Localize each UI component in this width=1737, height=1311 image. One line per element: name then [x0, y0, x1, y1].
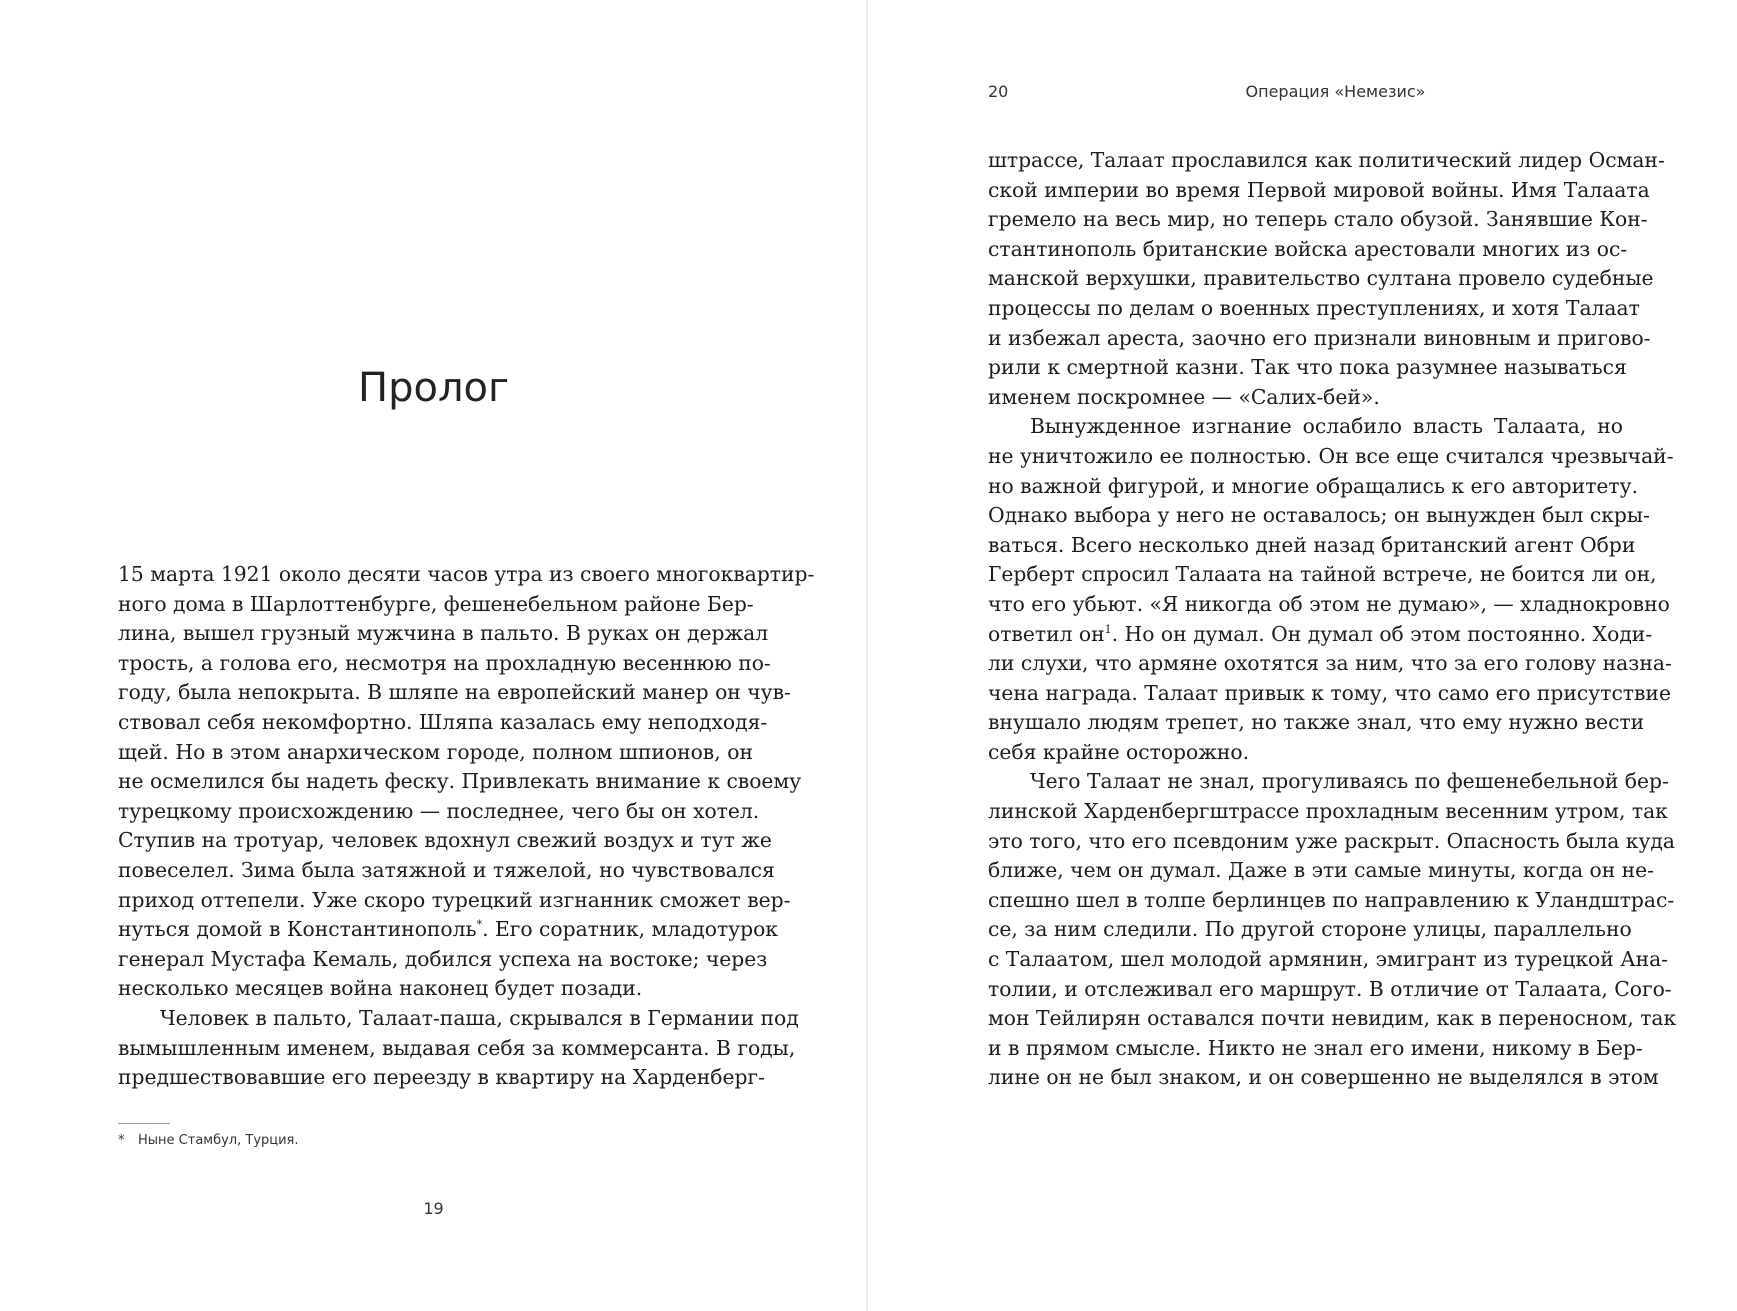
text-line: гремело на весь мир, но теперь стало обузой. Занявшие Кон- [988, 207, 1648, 232]
text-line: предшествовавшие его переезду в квартиру на Харденберг- [118, 1065, 765, 1090]
text-line: внушало людям трепет, но также знал, что ему нужно вести [988, 710, 1645, 735]
text-segment: нуться домой в Константинополь [118, 917, 477, 942]
text-line: несколько месяцев война наконец будет позади. [118, 976, 643, 1001]
footnote-reference: 1 [1104, 622, 1112, 636]
text-line [988, 620, 1653, 650]
footnote-reference: * [476, 918, 483, 932]
footnote-mark: * [118, 1133, 125, 1148]
text-line: мон Тейлирян оставался почти невидим, как в переносном, так [988, 1006, 1677, 1031]
text-line: ли слухи, что армяне охотятся за ним, что за его голову назна- [988, 651, 1672, 676]
text-line: Однако выбора у него не оставалось; он вынужден был скры- [988, 503, 1650, 528]
text-line: турецкому происхождению — последнее, чего бы он хотел. [118, 798, 760, 823]
text-line: процессы по делам о военных преступлениях, и хотя Талаат [988, 295, 1640, 320]
text-segment: ответил он [988, 621, 1105, 646]
text-line: спешно шел в толпе берлинцев по направлению к Уландштрас- [988, 887, 1675, 912]
footnote-divider [118, 1123, 170, 1124]
text-line: манской верхушки, правительство султана провело судебные [988, 266, 1654, 291]
text-line: с Талаатом, шел молодой армянин, эмигрант из турецкой Ана- [988, 947, 1669, 972]
text-line: и избежал ареста, заочно его признали виновным и пригово- [988, 325, 1651, 350]
text-line: Чего Талаат не знал, прогуливаясь по фешенебельной бер- [1030, 769, 1669, 794]
text-line: ваться. Всего несколько дней назад британский агент Обри [988, 532, 1636, 557]
text-line: не уничтожило ее полностью. Он все еще считался чрезвычай- [988, 443, 1674, 468]
left-page [0, 0, 867, 1311]
text-line: стантинополь британские войска арестовали многих из ос- [988, 236, 1628, 261]
text-line: повеселел. Зима была затяжной и тяжелой, но чувствовался [118, 857, 775, 882]
footnote [118, 1132, 718, 1150]
text-line: ствовал себя некомфортно. Шляпа казалась ему неподходя- [118, 709, 768, 734]
page-number: 20 [988, 82, 1009, 101]
text-line: щей. Но в этом анархическом городе, полном шпионов, он [118, 739, 753, 764]
text-line: се, за ним следили. По другой стороне улицы, параллельно [988, 917, 1632, 942]
text-line: именем поскромнее — «Салих-бей». [988, 384, 1380, 409]
text-line [118, 915, 778, 945]
text-segment: . Его соратник, младотурок [482, 917, 778, 942]
text-line: но важной фигурой, и многие обращались к его авторитету. [988, 473, 1639, 498]
text-line: штрассе, Талаат прославился как политический лидер Осман- [988, 148, 1665, 172]
right-body-text [988, 146, 1677, 1093]
text-line: году, была непокрыта. В шляпе на европейский манер он чув- [118, 680, 791, 705]
text-line: ской империи во время Первой мировой войны. Имя Талаата [988, 177, 1650, 202]
text-line: трость, а голова его, несмотря на прохладную весеннюю по- [118, 650, 771, 675]
text-line: 15 марта 1921 около десяти часов утра из своего многоквартир- [118, 562, 815, 586]
text-line: приход оттепели. Уже скоро турецкий изгнанник сможет вер- [118, 887, 791, 912]
text-line: толии, и отслеживал его маршрут. В отличие от Талаата, Согo- [988, 976, 1672, 1001]
text-line: линской Харденбергштрассе прохладным весенним утром, так [988, 799, 1668, 824]
page-number: 19 [423, 1199, 444, 1218]
text-line: себя крайне осторожно. [988, 739, 1250, 764]
text-line: это того, что его псевдоним уже раскрыт. Опасность была куда [988, 828, 1675, 853]
running-head-title: Операция «Немезис» [1245, 82, 1426, 101]
text-line: ного дома в Шарлоттенбурге, фешенебельном районе Бер- [118, 591, 754, 616]
text-line: Герберт спросил Талаата на тайной встрече, не боится ли он, [988, 562, 1657, 587]
text-line: что его убьют. «Я никогда об этом не думаю», — хладнокровно [988, 591, 1670, 616]
text-line: и в прямом смысле. Никто не знал его имени, никому в Бер- [988, 1035, 1643, 1060]
text-line: вымышленным именем, выдавая себя за коммерсанта. В годы, [118, 1035, 796, 1060]
text-line: чена награда. Талаат привык к тому, что само его присутствие [988, 680, 1671, 705]
text-line: рили к смертной казни. Так что пока разумнее называться [988, 355, 1627, 380]
text-segment: . Но он думал. Он думал об этом постоянно. Ходи- [1111, 621, 1653, 646]
right-page [868, 0, 1737, 1311]
text-line: лина, вышел грузный мужчина в пальто. В руках он держал [118, 621, 769, 646]
chapter-title: Пролог [358, 365, 509, 411]
text-line: Вынужденное изгнание ослабило власть Талаата, но [1030, 414, 1623, 439]
text-line: ближе, чем он думал. Даже в эти самые минуты, когда он не- [988, 858, 1655, 883]
footnote-text: Ныне Стамбул, Турция. [138, 1133, 299, 1148]
text-line: генерал Мустафа Кемаль, добился успеха на востоке; через [118, 946, 768, 971]
text-line: Ступив на тротуар, человек вдохнул свежий воздух и тут же [118, 828, 772, 853]
text-line: лине он не был знаком, и он совершенно не выделялся в этом [988, 1065, 1659, 1090]
text-line: не осмелился бы надеть феску. Привлекать внимание к своему [118, 769, 802, 794]
left-body-text [118, 560, 815, 1093]
text-line: Человек в пальто, Талаат-паша, скрывался в Германии под [160, 1005, 799, 1030]
